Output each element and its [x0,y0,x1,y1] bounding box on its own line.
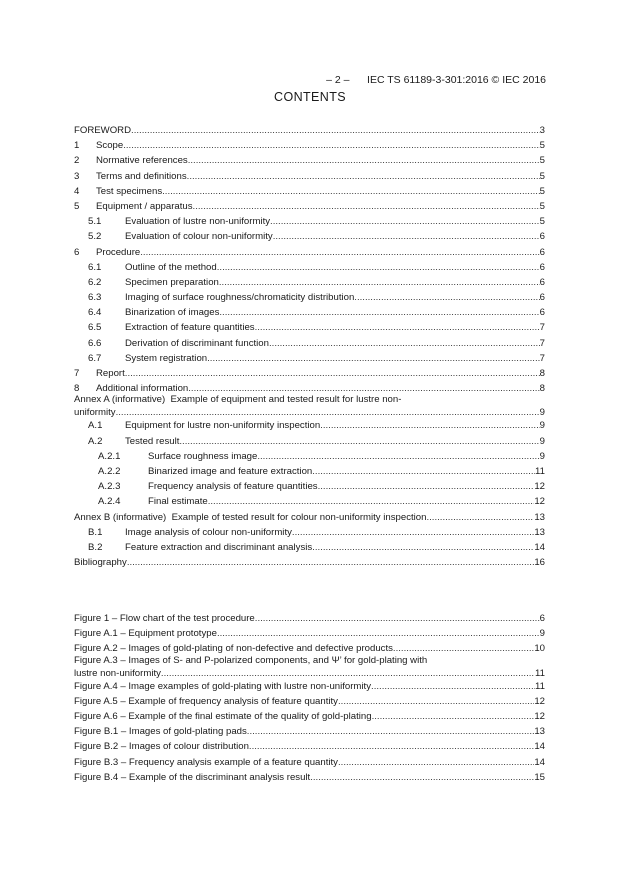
entry-page: 11 [535,667,545,679]
entry-title: Figure A.4 – Image examples of gold-plating with lustre non-uniformity [74,680,372,692]
entry-page: 13 [534,526,545,538]
dot-leader [270,214,540,229]
entry-page: 5 [539,216,545,228]
entry-line [125,320,545,335]
entry-page: 12 [534,710,545,722]
dot-leader [249,739,534,754]
entry-page: 16 [534,557,545,569]
figure-entry[interactable] [74,611,545,626]
entry-page: 14 [534,541,545,553]
entry-page: 12 [534,481,545,493]
entry-page: 6 [539,246,545,258]
entry-line [74,755,545,770]
entry-number: 6 [74,246,80,258]
entry-page: 6 [539,307,545,319]
page-title: CONTENTS [274,90,346,104]
toc-entry[interactable] [74,396,545,418]
toc-entry[interactable] [74,275,545,290]
entry-page: 6 [539,261,545,273]
entry-line [125,540,545,555]
dot-leader [125,366,540,381]
toc-entry[interactable] [74,510,545,525]
figure-entry[interactable] [74,626,545,641]
dot-leader [193,199,540,214]
entry-page: 5 [539,140,545,152]
dot-leader [338,755,534,770]
dot-leader [219,305,539,320]
running-header [320,62,546,86]
entry-line [96,199,545,214]
toc-entry[interactable] [74,449,545,464]
entry-number: 6.6 [88,337,102,349]
toc-entry[interactable] [74,494,545,509]
dot-leader [162,184,540,199]
figure-entry[interactable] [74,709,545,724]
entry-title: Annex B (informative) Example of tested result for colour non-uniformity inspection [74,511,427,523]
toc-entry[interactable] [74,479,545,494]
dot-leader [255,320,540,335]
figure-entry[interactable] [74,724,545,739]
entry-line [74,679,545,694]
entry-line [74,709,545,724]
dot-leader [131,123,540,138]
entry-line [74,510,545,525]
entry-page: 9 [539,628,545,640]
entry-title: Figure B.3 – Frequency analysis example of a feature quantity [74,756,338,768]
entry-title: Scope [96,140,124,152]
entry-page: 7 [539,352,545,364]
entry-line [125,275,545,290]
dot-leader [140,245,539,260]
dot-leader [123,138,539,153]
dot-leader [354,290,539,305]
toc-entry[interactable] [74,351,545,366]
entry-title: Figure B.1 – Images of gold-plating pads [74,726,247,738]
entry-title: Evaluation of colour non-uniformity [125,231,273,243]
toc-entry[interactable] [74,418,545,433]
entry-number: A.2.1 [98,450,121,462]
entry-line [125,290,545,305]
entry-page: 5 [539,155,545,167]
entry-title: Evaluation of lustre non-uniformity [125,216,271,228]
toc-entry[interactable] [74,305,545,320]
entry-title: Procedure [96,246,141,258]
entry-line [74,626,545,641]
entry-number: 3 [74,170,80,182]
entry-page: 8 [539,368,545,379]
toc-entry[interactable] [74,464,545,479]
figure-entry[interactable] [74,694,545,709]
dot-leader [273,229,540,244]
entry-number: B.2 [88,541,103,553]
entry-number: B.1 [88,526,103,538]
entry-page: 6 [539,231,545,243]
entry-title: Terms and definitions [96,170,187,182]
entry-line [148,479,545,494]
entry-page: 7 [539,322,545,334]
dot-leader [318,479,535,494]
page-number: – 2 – [326,74,350,86]
entry-number: 5.1 [88,216,102,228]
entry-title: Bibliography [74,557,127,569]
entry-title: Figure A.6 – Example of the final estimate of the quality of gold-plating [74,710,372,722]
entry-title: Tested result [125,435,180,447]
entry-line [74,694,545,709]
entry-title: Figure A.2 – Images of gold-plating of non-defective and defective products [74,643,393,655]
entry-number: A.1 [88,420,103,432]
dot-leader [312,540,534,555]
dot-leader [247,724,535,739]
entry-title: Final estimate [148,496,208,508]
entry-line [74,123,545,138]
toc-entry[interactable] [74,123,545,138]
entry-number: 6.2 [88,276,102,288]
entry-line [148,464,545,479]
entry-line [74,724,545,739]
entry-title: Test specimens [96,185,163,197]
entry-line [125,214,545,229]
entry-number: 1 [74,140,80,152]
toc-entry[interactable] [74,320,545,335]
entry-page: 5 [539,170,545,182]
entry-line [96,169,545,184]
entry-number: 6.1 [88,261,102,273]
dot-leader [269,336,540,351]
toc-entry[interactable] [74,434,545,449]
entry-title: Derivation of discriminant function [125,337,269,349]
figure-entry[interactable] [74,654,545,679]
toc-entry[interactable] [74,260,545,275]
toc-entry[interactable] [74,138,545,153]
entry-title: Outline of the method [125,261,217,273]
toc-entry[interactable] [74,525,545,540]
list-of-figures [74,611,545,785]
entry-title: Figure B.4 – Example of the discriminant analysis result [74,771,311,783]
toc-entry[interactable] [74,199,545,214]
entry-page: 9 [539,407,545,419]
entry-page: 3 [539,125,545,136]
entry-number: 6.7 [88,352,102,364]
toc-entry[interactable] [74,245,545,260]
entry-title: Figure 1 – Flow chart of the test procedure [74,613,255,624]
toc-entry[interactable] [74,290,545,305]
dot-leader [187,169,540,184]
entry-number: A.2 [88,435,103,447]
dot-leader [320,418,539,433]
entry-title: Extraction of feature quantities [125,322,255,334]
toc-entry[interactable] [74,555,545,570]
dot-leader [257,449,539,464]
entry-title: Report [96,368,125,379]
entry-title: Frequency analysis of feature quantities [148,481,318,493]
entry-title: Image analysis of colour non-uniformity [125,526,292,538]
dot-leader [127,555,535,570]
dot-leader [179,434,539,449]
entry-title: Figure A.5 – Example of frequency analysis of feature quantity [74,695,338,707]
entry-page: 6 [539,276,545,288]
toc-entry[interactable] [74,229,545,244]
entry-line [96,245,545,260]
entry-line [74,555,545,570]
figure-entry[interactable] [74,739,545,754]
entry-line [96,153,545,168]
entry-title-first-line: Annex A (informative) Example of equipment and tested result for lustre non- [74,394,402,406]
entry-page: 13 [534,726,545,738]
dot-leader [217,260,540,275]
entry-line [74,770,545,785]
entry-title: Figure A.1 – Equipment prototype [74,628,217,640]
entry-title: FOREWORD [74,125,132,136]
entry-title: Specimen preparation [125,276,219,288]
entry-line [125,418,545,433]
entry-number: 5.2 [88,231,102,243]
entry-number: A.2.3 [98,481,121,493]
entry-line [125,525,545,540]
entry-title: Equipment / apparatus [96,200,193,212]
entry-line [148,449,545,464]
toc-entry[interactable] [74,336,545,351]
entry-title: uniformity [74,407,116,419]
entry-page: 8 [539,383,545,395]
entry-page: 10 [534,643,545,655]
entry-page: 6 [539,613,545,624]
entry-number: 5 [74,200,80,212]
dot-leader [338,694,534,709]
dot-leader [426,510,534,525]
entry-page: 12 [534,496,545,508]
entry-number: 6.5 [88,322,102,334]
entry-line [148,494,545,509]
dot-leader [371,679,535,694]
entry-title: Binarization of images [125,307,220,319]
dot-leader [255,611,540,626]
entry-line [74,739,545,754]
figure-entry[interactable] [74,770,545,785]
entry-title: System registration [125,352,208,364]
entry-title: Binarized image and feature extraction [148,465,313,477]
entry-number: 7 [74,368,80,379]
entry-page: 14 [534,741,545,753]
entry-title: Equipment for lustre non-uniformity inspection [125,420,321,432]
entry-page: 11 [535,465,545,477]
entry-page: 13 [534,511,545,523]
entry-number: 8 [74,383,80,395]
entry-title: Imaging of surface roughness/chromaticity distribution [125,292,355,304]
entry-page: 6 [539,292,545,304]
toc-entry[interactable] [74,540,545,555]
dot-leader [188,153,540,168]
entry-title-first-line: Figure A.3 – Images of S- and P-polarized components, and Ψ’ for gold-plating with [74,654,428,666]
table-of-contents [74,123,545,570]
dot-leader [292,525,534,540]
entry-number: A.2.2 [98,465,121,477]
entry-number: 4 [74,185,80,197]
entry-line [96,366,545,381]
entry-line [125,229,545,244]
entry-page: 5 [539,200,545,212]
entry-number: 6.3 [88,292,102,304]
dot-leader [310,770,534,785]
dot-leader [208,494,535,509]
entry-line [96,184,545,199]
entry-page: 9 [539,420,545,432]
entry-line [125,434,545,449]
toc-entry[interactable] [74,214,545,229]
entry-title: Feature extraction and discriminant analysis [125,541,313,553]
entry-line [125,260,545,275]
toc-entry[interactable] [74,184,545,199]
figure-entry[interactable] [74,755,545,770]
entry-page: 11 [535,680,545,692]
entry-line [125,336,545,351]
dot-leader [372,709,535,724]
entry-page: 14 [534,756,545,768]
entry-title: Additional information [96,383,189,395]
standard-reference: IEC TS 61189-3-301:2016 © IEC 2016 [367,74,546,86]
entry-page: 15 [534,771,545,783]
entry-line [125,305,545,320]
entry-page: 9 [539,435,545,447]
entry-line [125,351,545,366]
toc-entry[interactable] [74,169,545,184]
entry-title: Normative references [96,155,188,167]
entry-number: 2 [74,155,80,167]
toc-entry[interactable] [74,153,545,168]
figure-entry[interactable] [74,679,545,694]
entry-title: Figure B.2 – Images of colour distribution [74,741,249,753]
entry-number: 6.4 [88,307,102,319]
entry-page: 5 [539,185,545,197]
entry-number: A.2.4 [98,496,121,508]
dot-leader [217,626,540,641]
entry-title: lustre non-uniformity [74,667,161,679]
entry-line [74,611,545,626]
entry-page: 12 [534,695,545,707]
dot-leader [207,351,540,366]
dot-leader [219,275,540,290]
entry-page: 7 [539,337,545,349]
entry-line [96,138,545,153]
dot-leader [312,464,535,479]
entry-title: Surface roughness image [148,450,258,462]
entry-page: 9 [539,450,545,462]
toc-entry[interactable] [74,366,545,381]
